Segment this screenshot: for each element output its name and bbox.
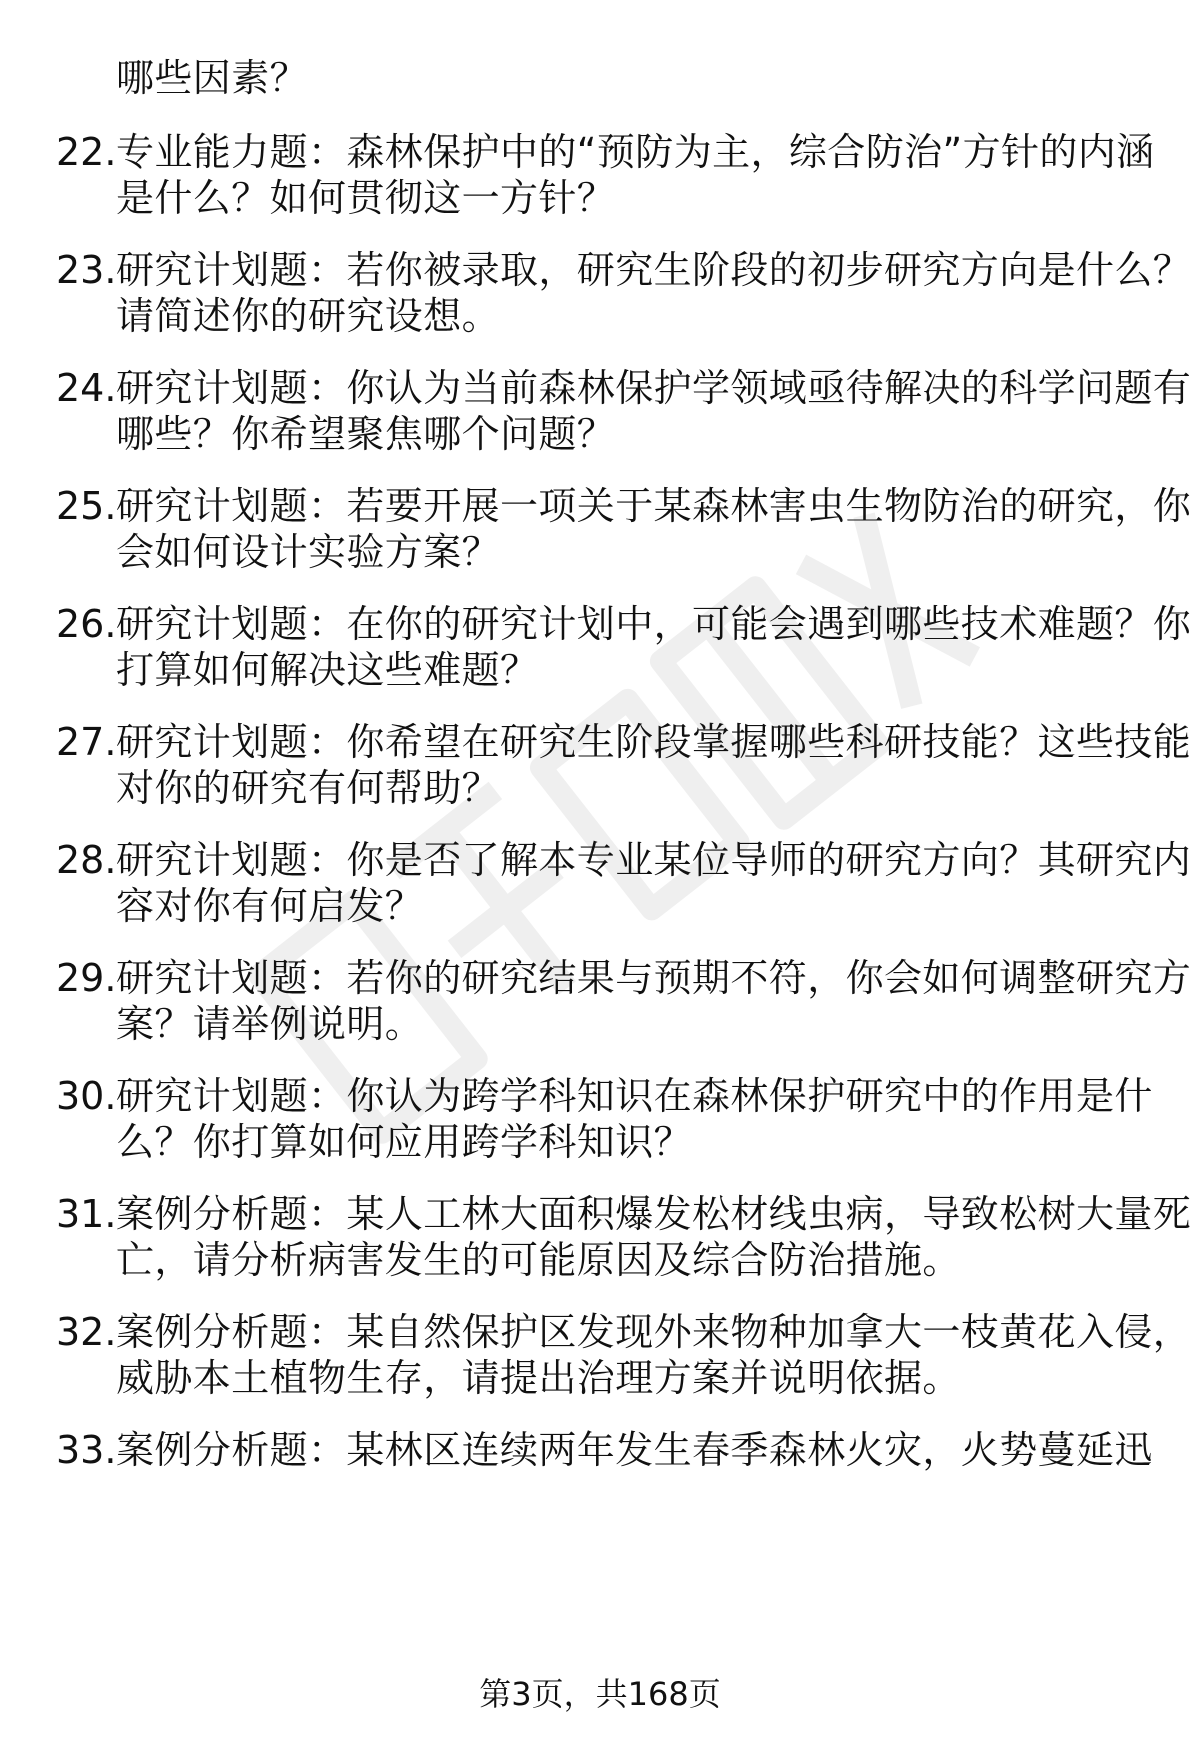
question-line: 请简述你的研究设想。 (116, 294, 501, 338)
question-number: 25. (56, 484, 117, 528)
page-footer: 第3页，共168页 (479, 1675, 721, 1713)
question-line: 威胁本土植物生存，请提出治理方案并说明依据。 (116, 1356, 961, 1400)
question-line: 研究计划题：你认为当前森林保护学领域亟待解决的科学问题有 (116, 366, 1192, 410)
question-line: 么？你打算如何应用跨学科知识？ (116, 1120, 693, 1164)
question-line: 对你的研究有何帮助？ (116, 766, 501, 810)
question-line: 哪些？你希望聚焦哪个问题？ (116, 412, 616, 456)
question-number: 23. (56, 248, 117, 292)
question-line: 研究计划题：若你的研究结果与预期不符，你会如何调整研究方 (116, 956, 1192, 1000)
question-line: 案？请举例说明。 (116, 1002, 424, 1046)
question-line: 研究计划题：你是否了解本专业某位导师的研究方向？其研究内 (116, 838, 1192, 882)
question-line: 研究计划题：若要开展一项关于某森林害虫生物防治的研究，你 (116, 484, 1192, 528)
question-number: 22. (56, 130, 117, 174)
question-line: 案例分析题：某林区连续两年发生春季森林火灾，火势蔓延迅 (116, 1428, 1153, 1472)
question-line: 打算如何解决这些难题？ (116, 648, 539, 692)
question-line: 容对你有何启发？ (116, 884, 424, 928)
question-line: 案例分析题：某人工林大面积爆发松材线虫病，导致松树大量死 (116, 1192, 1192, 1236)
question-line: 案例分析题：某自然保护区发现外来物种加拿大一枝黄花入侵， (116, 1310, 1192, 1354)
question-line: 研究计划题：你认为跨学科知识在森林保护研究中的作用是什 (116, 1074, 1153, 1118)
question-line: 研究计划题：在你的研究计划中，可能会遇到哪些技术难题？你 (116, 602, 1192, 646)
question-number: 27. (56, 720, 117, 764)
question-number: 33. (56, 1428, 117, 1472)
question-line: 专业能力题：森林保护中的“预防为主，综合防治”方针的内涵 (116, 130, 1155, 174)
question-line: 研究计划题：若你被录取，研究生阶段的初步研究方向是什么？ (116, 248, 1192, 292)
question-line: 会如何设计实验方案？ (116, 530, 501, 574)
question-number: 31. (56, 1192, 117, 1236)
question-number: 30. (56, 1074, 117, 1118)
question-line: 亡，请分析病害发生的可能原因及综合防治措施。 (116, 1238, 961, 1282)
question-line: 研究计划题：你希望在研究生阶段掌握哪些科研技能？这些技能 (116, 720, 1192, 764)
question-line: 是什么？如何贯彻这一方针？ (116, 176, 616, 220)
question-number: 32. (56, 1310, 117, 1354)
question-number: 26. (56, 602, 117, 646)
question-line: 哪些因素？ (116, 56, 309, 100)
question-number: 29. (56, 956, 117, 1000)
question-number: 28. (56, 838, 117, 882)
question-number: 24. (56, 366, 117, 410)
